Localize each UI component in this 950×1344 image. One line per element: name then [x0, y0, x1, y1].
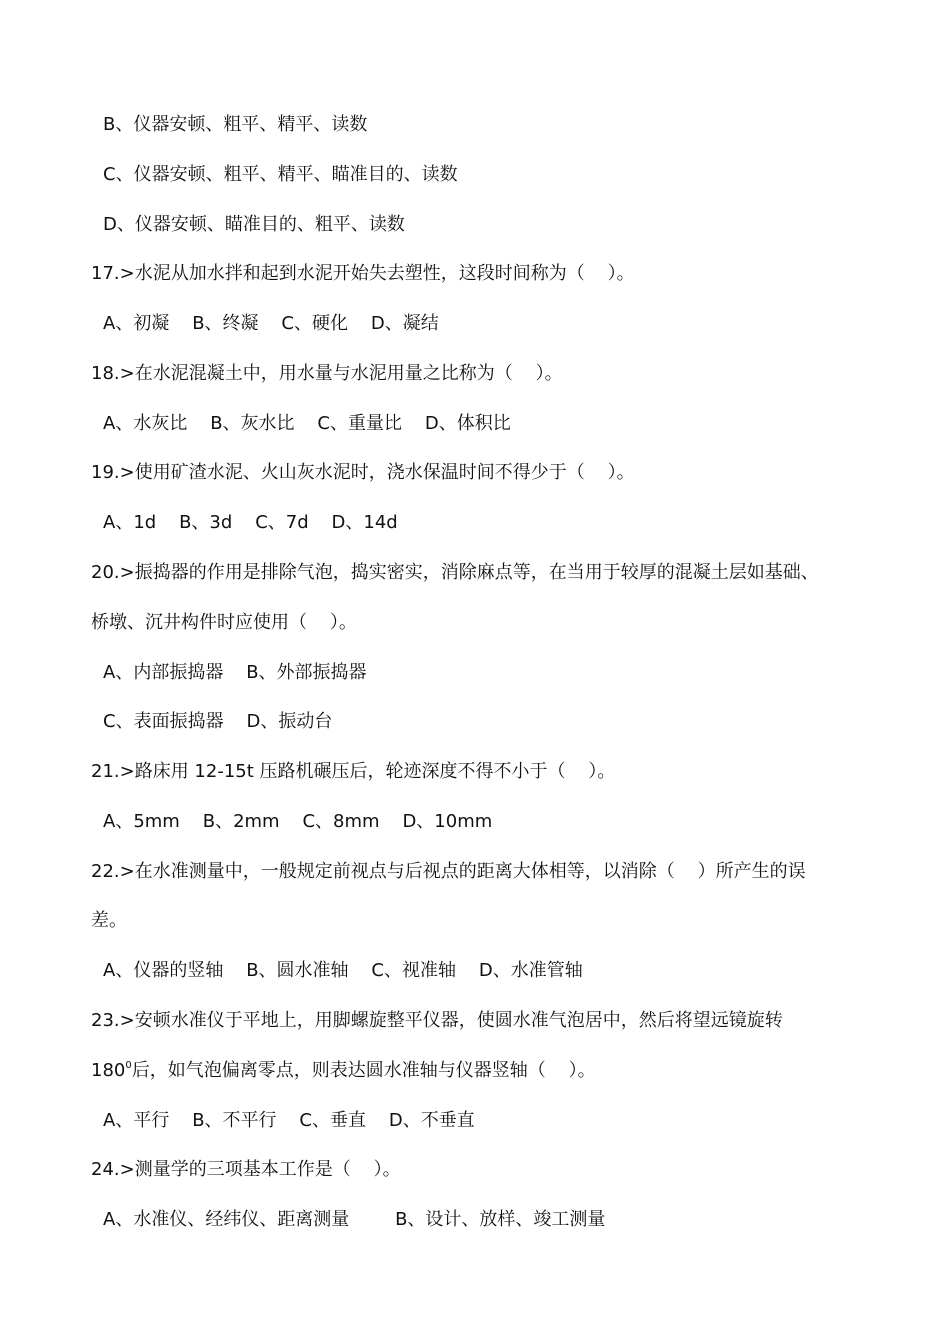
- question-18: 18.>在水泥混凝土中，用水量与水泥用量之比称为（ ）。: [91, 363, 563, 384]
- option-line: B、仪器安顿、粗平、精平、读数: [103, 114, 368, 135]
- options-24: A、水准仪、经纬仪、距离测量 B、设计、放样、竣工测量: [103, 1209, 606, 1230]
- options-19: A、1d B、3d C、7d D、14d: [103, 512, 398, 533]
- question-21: 21.>路床用 12-15t 压路机碾压后，轮迹深度不得不小于（ ）。: [91, 761, 616, 782]
- options-23: A、平行 B、不平行 C、垂直 D、不垂直: [103, 1110, 475, 1131]
- question-24: 24.>测量学的三项基本工作是（ ）。: [91, 1159, 401, 1180]
- option-line: D、仪器安顿、瞄准目的、粗平、读数: [103, 214, 405, 235]
- question-20-cont: 桥墩、沉井构件时应使用（ ）。: [91, 612, 357, 633]
- question-22: 22.>在水准测量中，一般规定前视点与后视点的距离大体相等，以消除（ ）所产生的误: [91, 861, 806, 882]
- options-20b: C、表面振捣器 D、振动台: [103, 711, 333, 732]
- options-21: A、5mm B、2mm C、8mm D、10mm: [103, 811, 493, 832]
- option-line: C、仪器安顿、粗平、精平、瞄准目的、读数: [103, 164, 458, 185]
- question-17: 17.>水泥从加水拌和起到水泥开始失去塑性，这段时间称为（ ）。: [91, 263, 635, 284]
- question-20: 20.>振捣器的作用是排除气泡，捣实密实，消除麻点等，在当用于较厚的混凝土层如基础、: [91, 562, 819, 583]
- options-17: A、初凝 B、终凝 C、硬化 D、凝结: [103, 313, 439, 334]
- angle-value: 180: [91, 1060, 126, 1081]
- question-23: 23.>安顿水准仪于平地上，用脚螺旋整平仪器，使圆水准气泡居中，然后将望远镜旋转: [91, 1010, 783, 1031]
- options-18: A、水灰比 B、灰水比 C、重量比 D、体积比: [103, 413, 511, 434]
- question-23-rest: 后，如气泡偏离零点，则表达圆水准轴与仪器竖轴（ ）。: [131, 1060, 596, 1081]
- question-19: 19.>使用矿渣水泥、火山灰水泥时，浇水保温时间不得少于（ ）。: [91, 462, 635, 483]
- options-20a: A、内部振捣器 B、外部振捣器: [103, 662, 367, 683]
- question-23-cont: [91, 1059, 881, 1083]
- degree-superscript: 0: [125, 1060, 132, 1071]
- question-22-cont: 差。: [91, 910, 127, 931]
- options-22: A、仪器的竖轴 B、圆水准轴 C、视准轴 D、水准管轴: [103, 960, 583, 981]
